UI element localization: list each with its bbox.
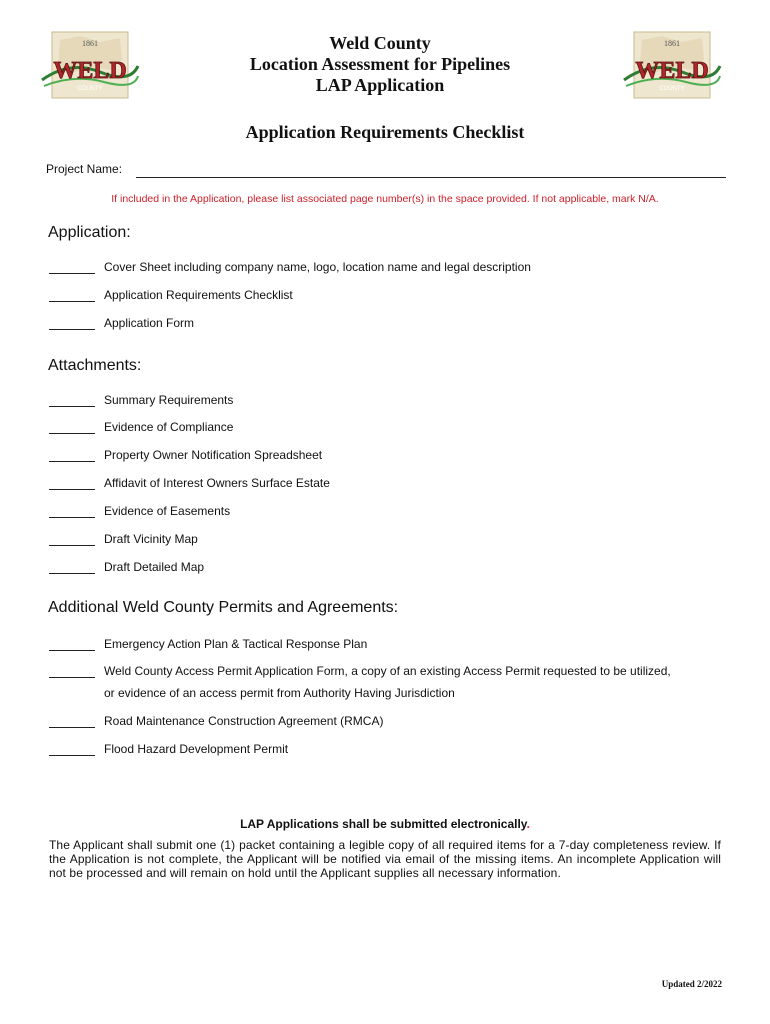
item-label: Application Requirements Checklist bbox=[104, 288, 293, 302]
item-label: Emergency Action Plan & Tactical Response Plan bbox=[104, 637, 368, 651]
checklist-title: Application Requirements Checklist bbox=[245, 122, 525, 142]
page-number-blank[interactable] bbox=[49, 461, 95, 462]
item-label: Application Form bbox=[104, 316, 195, 330]
item-label-continuation: or evidence of an access permit from Authority Having Jurisdiction bbox=[104, 686, 455, 700]
logo-year: 1861 bbox=[664, 39, 680, 48]
item-label: Cover Sheet including company name, logo, location name and legal description bbox=[104, 260, 531, 274]
header-application: LAP Application bbox=[315, 75, 445, 95]
header-county: Weld County bbox=[329, 33, 431, 53]
project-name-label: Project Name: bbox=[46, 162, 123, 176]
page-number-blank[interactable] bbox=[49, 433, 95, 434]
page-number-blank[interactable] bbox=[49, 573, 95, 574]
item-label: Evidence of Compliance bbox=[104, 420, 234, 434]
page-number-blank[interactable] bbox=[49, 517, 95, 518]
page-number-blank[interactable] bbox=[49, 489, 95, 490]
submission-heading-period: . bbox=[526, 817, 530, 831]
page-number-blank[interactable] bbox=[49, 301, 95, 302]
item-label: Property Owner Notification Spreadsheet bbox=[104, 448, 323, 462]
submission-heading-text: LAP Applications shall be submitted electronically bbox=[240, 817, 527, 831]
item-label: Evidence of Easements bbox=[104, 504, 231, 518]
page-number-blank[interactable] bbox=[49, 727, 95, 728]
page-number-blank[interactable] bbox=[49, 677, 95, 678]
item-label: Draft Detailed Map bbox=[104, 560, 205, 574]
header-program: Location Assessment for Pipelines bbox=[249, 54, 511, 74]
logo-weld-text: WELD bbox=[53, 58, 127, 84]
section-additional-title: Additional Weld County Permits and Agreements: bbox=[48, 599, 399, 616]
weld-county-logo-right bbox=[622, 30, 722, 100]
page-number-blank[interactable] bbox=[49, 545, 95, 546]
section-application-title: Application: bbox=[48, 224, 131, 241]
submission-instructions: The Applicant shall submit one (1) packet containing a legible copy of all required items for a 7-day completeness review. If the Application is not complete, the Applicant will be notified via email of the missing items. An incomplete Application will not be processed and will remain on hold until the Applicant supplies all necessary information. bbox=[49, 838, 721, 880]
instruction-text: If included in the Application, please list associated page number(s) in the space provided. If not applicable, mark N/A. bbox=[111, 193, 659, 205]
page-number-blank[interactable] bbox=[49, 650, 95, 651]
page-number-blank[interactable] bbox=[49, 755, 95, 756]
logo-year: 1861 bbox=[82, 39, 98, 48]
item-label: Flood Hazard Development Permit bbox=[104, 742, 289, 756]
updated-date: Updated 2/2022 bbox=[661, 979, 722, 989]
item-label: Draft Vicinity Map bbox=[104, 532, 198, 546]
document-header bbox=[140, 33, 620, 96]
logo-county-text: COUNTY bbox=[659, 86, 685, 92]
project-name-field[interactable] bbox=[136, 177, 726, 178]
item-label: Affidavit of Interest Owners Surface Estate bbox=[104, 476, 330, 490]
page-number-blank[interactable] bbox=[49, 406, 95, 407]
weld-county-logo-left bbox=[40, 30, 140, 100]
page-number-blank[interactable] bbox=[49, 273, 95, 274]
logo-weld-text: WELD bbox=[635, 58, 709, 84]
page-number-blank[interactable] bbox=[49, 329, 95, 330]
submission-heading bbox=[0, 817, 770, 831]
item-label: Summary Requirements bbox=[104, 393, 234, 407]
logo-county-text: COUNTY bbox=[77, 86, 103, 92]
item-label: Road Maintenance Construction Agreement (RMCA) bbox=[104, 714, 384, 728]
project-name-row bbox=[46, 162, 726, 176]
section-attachments-title: Attachments: bbox=[48, 357, 142, 374]
item-label: Weld County Access Permit Application Form, a copy of an existing Access Permit requested to be utilized, bbox=[104, 664, 671, 678]
